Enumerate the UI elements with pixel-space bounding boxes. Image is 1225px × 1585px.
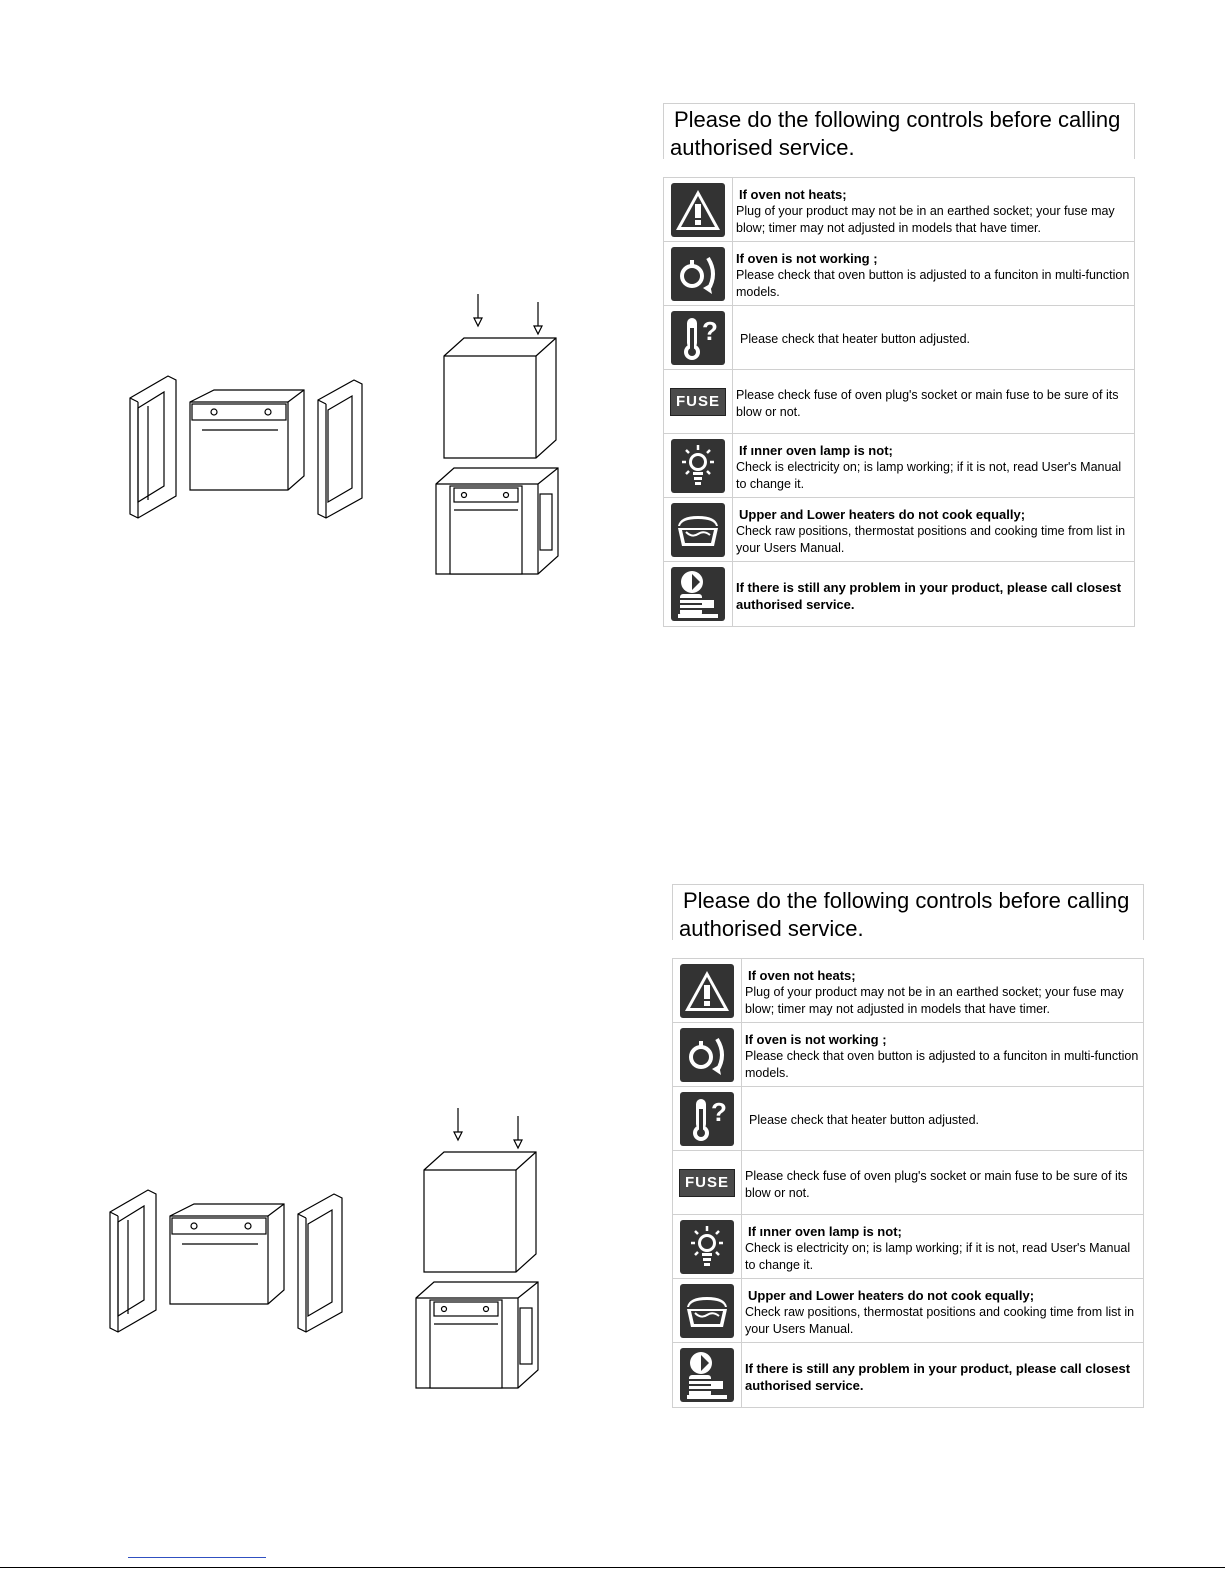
lamp-icon bbox=[679, 1219, 735, 1275]
phone-service-icon bbox=[670, 566, 726, 622]
fuse-icon: FUSE bbox=[670, 388, 726, 416]
oven-frame-exploded-illustration bbox=[98, 1182, 358, 1352]
thermometer-question-icon bbox=[679, 1091, 735, 1147]
list-item bbox=[673, 1215, 1143, 1279]
item-body: Please check fuse of oven plug's socket or main fuse to be sure of its blow or not. bbox=[745, 1168, 1128, 1200]
item-body: Please check that heater button adjusted. bbox=[740, 332, 971, 346]
list-item bbox=[664, 434, 1134, 498]
header-line-1: Please do the following controls before calling bbox=[683, 888, 1130, 913]
list-item bbox=[673, 959, 1143, 1023]
item-body: Please check that oven button is adjusted to a funciton in multi-function models. bbox=[745, 1049, 1139, 1080]
panel-header bbox=[672, 884, 1144, 940]
oven-cabinet-assembly-illustration bbox=[432, 290, 572, 590]
list-item bbox=[673, 1087, 1143, 1151]
item-title: If there is still any problem in your product, please call closest authorised service. bbox=[745, 1361, 1131, 1393]
list-item bbox=[673, 1343, 1143, 1407]
troubleshooting-panel bbox=[672, 884, 1144, 1408]
item-title: If ınner oven lamp is not; bbox=[739, 443, 893, 458]
item-body: Please check that heater button adjusted. bbox=[749, 1113, 980, 1127]
header-line-2: authorised service. bbox=[679, 916, 864, 941]
list-item bbox=[664, 242, 1134, 306]
item-body: Check raw positions, thermostat positions and cooking time from list in your Users Manual. bbox=[736, 524, 1126, 555]
list-item bbox=[664, 370, 1134, 434]
list-item bbox=[664, 178, 1134, 242]
list-item bbox=[664, 562, 1134, 626]
item-title: If oven not heats; bbox=[739, 187, 847, 202]
list-item bbox=[664, 498, 1134, 562]
item-body: Please check that oven button is adjusted to a funciton in multi-function models. bbox=[736, 268, 1130, 299]
baking-dish-icon bbox=[670, 502, 726, 558]
troubleshooting-list bbox=[663, 177, 1135, 627]
lamp-icon bbox=[670, 438, 726, 494]
list-item bbox=[664, 306, 1134, 370]
item-body: Check raw positions, thermostat positions and cooking time from list in your Users Manual. bbox=[745, 1305, 1135, 1336]
phone-service-icon bbox=[679, 1347, 735, 1403]
header-line-1: Please do the following controls before calling bbox=[674, 107, 1121, 132]
item-title: If oven is not working ; bbox=[745, 1032, 887, 1047]
list-item bbox=[673, 1023, 1143, 1087]
warning-triangle-icon bbox=[670, 182, 726, 238]
item-body: Check is electricity on; is lamp working; if it is not, read User's Manual to change it. bbox=[736, 460, 1122, 491]
panel-header bbox=[663, 103, 1135, 159]
baking-dish-icon bbox=[679, 1283, 735, 1339]
item-body: Plug of your product may not be in an earthed socket; your fuse may blow; timer may not adjusted in models that have timer. bbox=[736, 204, 1115, 235]
list-item bbox=[673, 1151, 1143, 1215]
item-title: If oven is not working ; bbox=[736, 251, 878, 266]
item-title: Upper and Lower heaters do not cook equally; bbox=[739, 507, 1026, 522]
header-line-2: authorised service. bbox=[670, 135, 855, 160]
oven-cabinet-assembly-illustration bbox=[412, 1104, 552, 1404]
knob-rotate-icon bbox=[679, 1027, 735, 1083]
oven-frame-exploded-illustration bbox=[118, 368, 378, 538]
fuse-icon: FUSE bbox=[679, 1169, 735, 1197]
troubleshooting-list bbox=[672, 958, 1144, 1408]
troubleshooting-panel bbox=[663, 103, 1135, 627]
list-item bbox=[673, 1279, 1143, 1343]
footer-link-underline[interactable] bbox=[128, 1556, 266, 1558]
item-title: If there is still any problem in your product, please call closest authorised service. bbox=[736, 580, 1122, 612]
footer-divider bbox=[0, 1567, 1225, 1568]
thermometer-question-icon bbox=[670, 310, 726, 366]
item-title: If oven not heats; bbox=[748, 968, 856, 983]
item-body: Plug of your product may not be in an earthed socket; your fuse may blow; timer may not adjusted in models that have timer. bbox=[745, 985, 1124, 1016]
item-title: Upper and Lower heaters do not cook equally; bbox=[748, 1288, 1035, 1303]
item-title: If ınner oven lamp is not; bbox=[748, 1224, 902, 1239]
item-body: Check is electricity on; is lamp working; if it is not, read User's Manual to change it. bbox=[745, 1241, 1131, 1272]
item-body: Please check fuse of oven plug's socket or main fuse to be sure of its blow or not. bbox=[736, 387, 1119, 419]
knob-rotate-icon bbox=[670, 246, 726, 302]
warning-triangle-icon bbox=[679, 963, 735, 1019]
